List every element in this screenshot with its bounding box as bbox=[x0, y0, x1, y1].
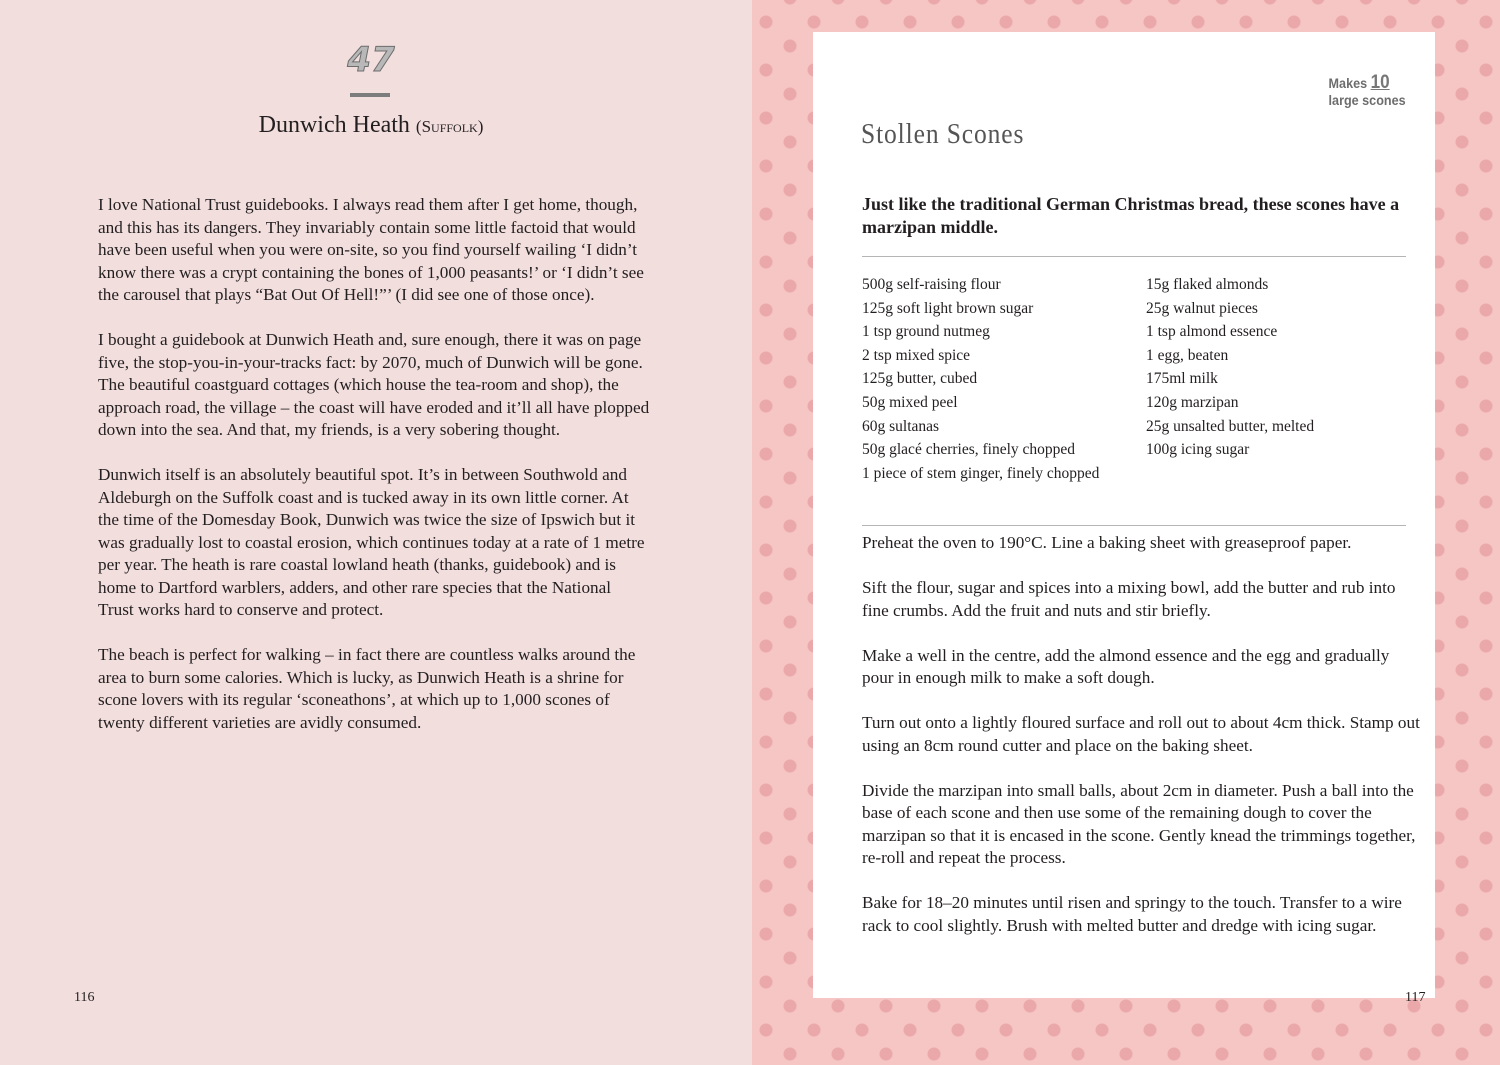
recipe-intro: Just like the traditional German Christmas bread, these scones have a marzipan middle. bbox=[862, 194, 1400, 237]
divider bbox=[350, 93, 390, 97]
ingredient: 120g marzipan bbox=[1146, 393, 1239, 411]
ingredient: 2 tsp mixed spice bbox=[862, 346, 971, 364]
ingredient: 50g glacé cherries, finely chopped bbox=[862, 441, 1076, 459]
ingredient: 25g walnut pieces bbox=[1146, 299, 1258, 317]
method-step: Bake for 18–20 minutes until risen and springy to the touch. Transfer to a wire rack to cool slightly. Brush with melted butter and dredge with icing sugar. bbox=[862, 893, 1402, 935]
paragraph: The beach is perfect for walking – in fact there are countless walks around the area to burn some calories. Which is lucky, as Dunwich Heath is a shrine for scone lovers with its regular ‘sconeathons’, at which up to 1,000 scones of twenty different varieties are avidly consumed. bbox=[98, 645, 636, 732]
method-step: Make a well in the centre, add the almond essence and the egg and gradually pour in enough milk to make a soft dough. bbox=[862, 645, 1390, 687]
method bbox=[862, 532, 1422, 960]
divider bbox=[862, 525, 1406, 526]
article-body bbox=[98, 194, 650, 757]
paragraph: I love National Trust guidebooks. I always read them after I get home, though, and this has its dangers. They invariably contain some little factoid that would have been useful when you were on-site, so you find yourself wailing ‘I didn’t know there was a crypt containing the bones of 1,000 peasants!’ or ‘I didn’t see the carousel that plays “Bat Out Of Hell!”’ (I did see one of those once). bbox=[98, 195, 644, 304]
county: (Suffolk) bbox=[415, 117, 484, 136]
paragraph: Dunwich itself is an absolutely beautiful spot. It’s in between Southwold and Aldeburgh on the Suffolk coast and is tucked away in its own little corner. At the time of the Domesday Book, Dunwich was twice the size of Ipswich but it was gradually lost to coastal erosion, which continues today at a rate of 1 metre per year. The heath is rare coastal lowland heath (thanks, guidebook) and is home to Dartford warblers, adders, and other rare species that the National Trust works hard to conserve and protect. bbox=[98, 465, 645, 619]
ingredient: 25g unsalted butter, melted bbox=[1146, 417, 1315, 435]
ingredient: 125g soft light brown sugar bbox=[862, 299, 1034, 317]
ingredient: 1 tsp ground nutmeg bbox=[862, 323, 990, 341]
method-step: Turn out onto a lightly floured surface and roll out to about 4cm thick. Stamp out using an 8cm round cutter and place on the baking sheet. bbox=[862, 713, 1420, 755]
yield bbox=[1329, 74, 1406, 109]
page-number: 117 bbox=[1405, 990, 1426, 1005]
ingredient: 175ml milk bbox=[1146, 370, 1218, 388]
ingredient: 1 tsp almond essence bbox=[1146, 323, 1278, 341]
page-title bbox=[0, 112, 742, 139]
ingredients-column-2 bbox=[1146, 273, 1314, 462]
ingredients-column-1 bbox=[862, 273, 1099, 485]
ingredient: 1 egg, beaten bbox=[1146, 346, 1229, 364]
right-page bbox=[752, 0, 1500, 1065]
method-step: Preheat the oven to 190°C. Line a baking sheet with greaseproof paper. bbox=[862, 533, 1352, 552]
recipe-title: Stollen Scones bbox=[861, 118, 1025, 150]
method-step: Divide the marzipan into small balls, about 2cm in diameter. Push a ball into the base of each scone and then use some of the remaining dough to cover the marzipan so that it is encased in the scone. Gently knead the trimmings together, re-roll and repeat the process. bbox=[862, 780, 1416, 867]
page-number: 116 bbox=[74, 990, 95, 1005]
ingredient: 15g flaked almonds bbox=[1146, 276, 1269, 293]
location-name: Dunwich Heath bbox=[258, 112, 410, 138]
paragraph: I bought a guidebook at Dunwich Heath and, sure enough, there it was on page five, the stop-you-in-your-tracks fact: by 2070, much of Dunwich will be gone. The beautiful coastguard cottages (which house the tea-room and shop), the approach road, the village – the coast will have eroded and it’ll all have plopped down into the sea. And that, my friends, is a very sobering thought. bbox=[98, 330, 650, 439]
ingredient: 125g butter, cubed bbox=[862, 370, 978, 388]
ingredient: 60g sultanas bbox=[862, 417, 940, 435]
method-step: Sift the flour, sugar and spices into a mixing bowl, add the butter and rub into fine crumbs. Add the fruit and nuts and stir briefly. bbox=[862, 578, 1396, 620]
makes-unit: large scones bbox=[1328, 92, 1406, 108]
recipe-card bbox=[813, 32, 1435, 998]
ingredient: 500g self-raising flour bbox=[862, 276, 1001, 293]
ingredient: 1 piece of stem ginger, finely chopped bbox=[862, 464, 1100, 482]
makes-count: 10 bbox=[1370, 72, 1391, 93]
makes-label: Makes bbox=[1328, 75, 1368, 91]
ingredient: 50g mixed peel bbox=[862, 393, 958, 411]
chapter-number: 47 bbox=[347, 40, 395, 80]
ingredient: 100g icing sugar bbox=[1146, 441, 1250, 459]
divider bbox=[862, 256, 1406, 257]
